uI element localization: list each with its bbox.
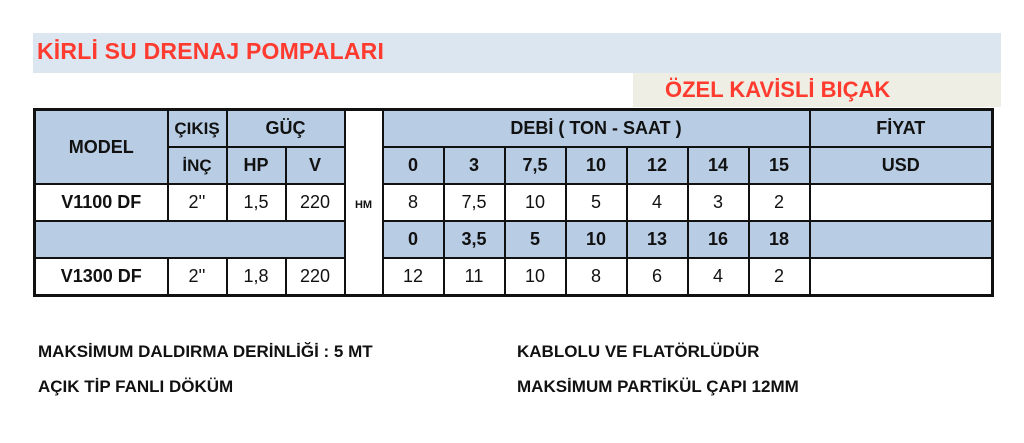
page-title: KİRLİ SU DRENAJ POMPALARI xyxy=(37,38,385,64)
v-unit: V xyxy=(286,147,345,184)
usd-unit: USD xyxy=(810,147,993,184)
cikis-value: 2'' xyxy=(168,184,227,221)
head-value: 12 xyxy=(627,147,688,184)
flow-value: 5 xyxy=(566,184,627,221)
cikis-header: ÇIKIŞ xyxy=(168,110,227,148)
inc-unit: İNÇ xyxy=(168,147,227,184)
flow-value: 2 xyxy=(749,184,810,221)
price-value xyxy=(810,184,993,221)
flow-value: 3 xyxy=(688,184,749,221)
flow-value: 6 xyxy=(627,258,688,296)
flow-value: 12 xyxy=(383,258,444,296)
model-name: V1300 DF xyxy=(35,258,168,296)
head-value: 16 xyxy=(688,221,749,258)
head-value: 13 xyxy=(627,221,688,258)
guc-header: GÜÇ xyxy=(227,110,345,148)
flow-value: 7,5 xyxy=(444,184,505,221)
flow-value: 4 xyxy=(627,184,688,221)
product-row xyxy=(35,258,993,296)
header-row-3 xyxy=(35,221,993,258)
debi-header: DEBİ ( TON - SAAT ) xyxy=(383,110,810,148)
v-value: 220 xyxy=(286,258,345,296)
head-value: 15 xyxy=(749,147,810,184)
note-open-type: AÇIK TİP FANLI DÖKÜM xyxy=(38,377,234,396)
head-value: 14 xyxy=(688,147,749,184)
model-name: V1100 DF xyxy=(35,184,168,221)
page-subtitle: ÖZEL KAVİSLİ BIÇAK xyxy=(665,77,891,102)
v-value: 220 xyxy=(286,184,345,221)
flow-value: 8 xyxy=(566,258,627,296)
flow-value: 10 xyxy=(505,258,566,296)
head-value: 7,5 xyxy=(505,147,566,184)
flow-value: 2 xyxy=(749,258,810,296)
hm-label: HM xyxy=(354,199,373,211)
head-value: 0 xyxy=(383,147,444,184)
price-value xyxy=(810,258,993,296)
spacer-cell xyxy=(810,221,993,258)
head-value: 3,5 xyxy=(444,221,505,258)
note-max-depth: MAKSİMUM DALDIRMA DERİNLİĞİ : 5 MT xyxy=(38,342,373,361)
head-value: 10 xyxy=(566,221,627,258)
head-value: 0 xyxy=(383,221,444,258)
flow-value: 8 xyxy=(383,184,444,221)
cikis-value: 2'' xyxy=(168,258,227,296)
hp-unit: HP xyxy=(227,147,286,184)
price-table xyxy=(33,108,994,297)
note-cable-float: KABLOLU VE FLATÖRLÜDÜR xyxy=(517,342,760,361)
head-value: 10 xyxy=(566,147,627,184)
flow-value: 11 xyxy=(444,258,505,296)
hm-column xyxy=(345,110,383,296)
hp-value: 1,8 xyxy=(227,258,286,296)
header-row-2 xyxy=(35,147,993,184)
head-value: 18 xyxy=(749,221,810,258)
flow-value: 4 xyxy=(688,258,749,296)
note-max-particle: MAKSİMUM PARTİKÜL ÇAPI 12MM xyxy=(517,377,799,396)
hp-value: 1,5 xyxy=(227,184,286,221)
head-value: 5 xyxy=(505,221,566,258)
product-row xyxy=(35,184,993,221)
flow-value: 10 xyxy=(505,184,566,221)
fiyat-header: FİYAT xyxy=(810,110,993,148)
header-row-1 xyxy=(35,110,993,148)
model-header: MODEL xyxy=(35,110,168,185)
spacer-cell xyxy=(35,221,345,258)
head-value: 3 xyxy=(444,147,505,184)
